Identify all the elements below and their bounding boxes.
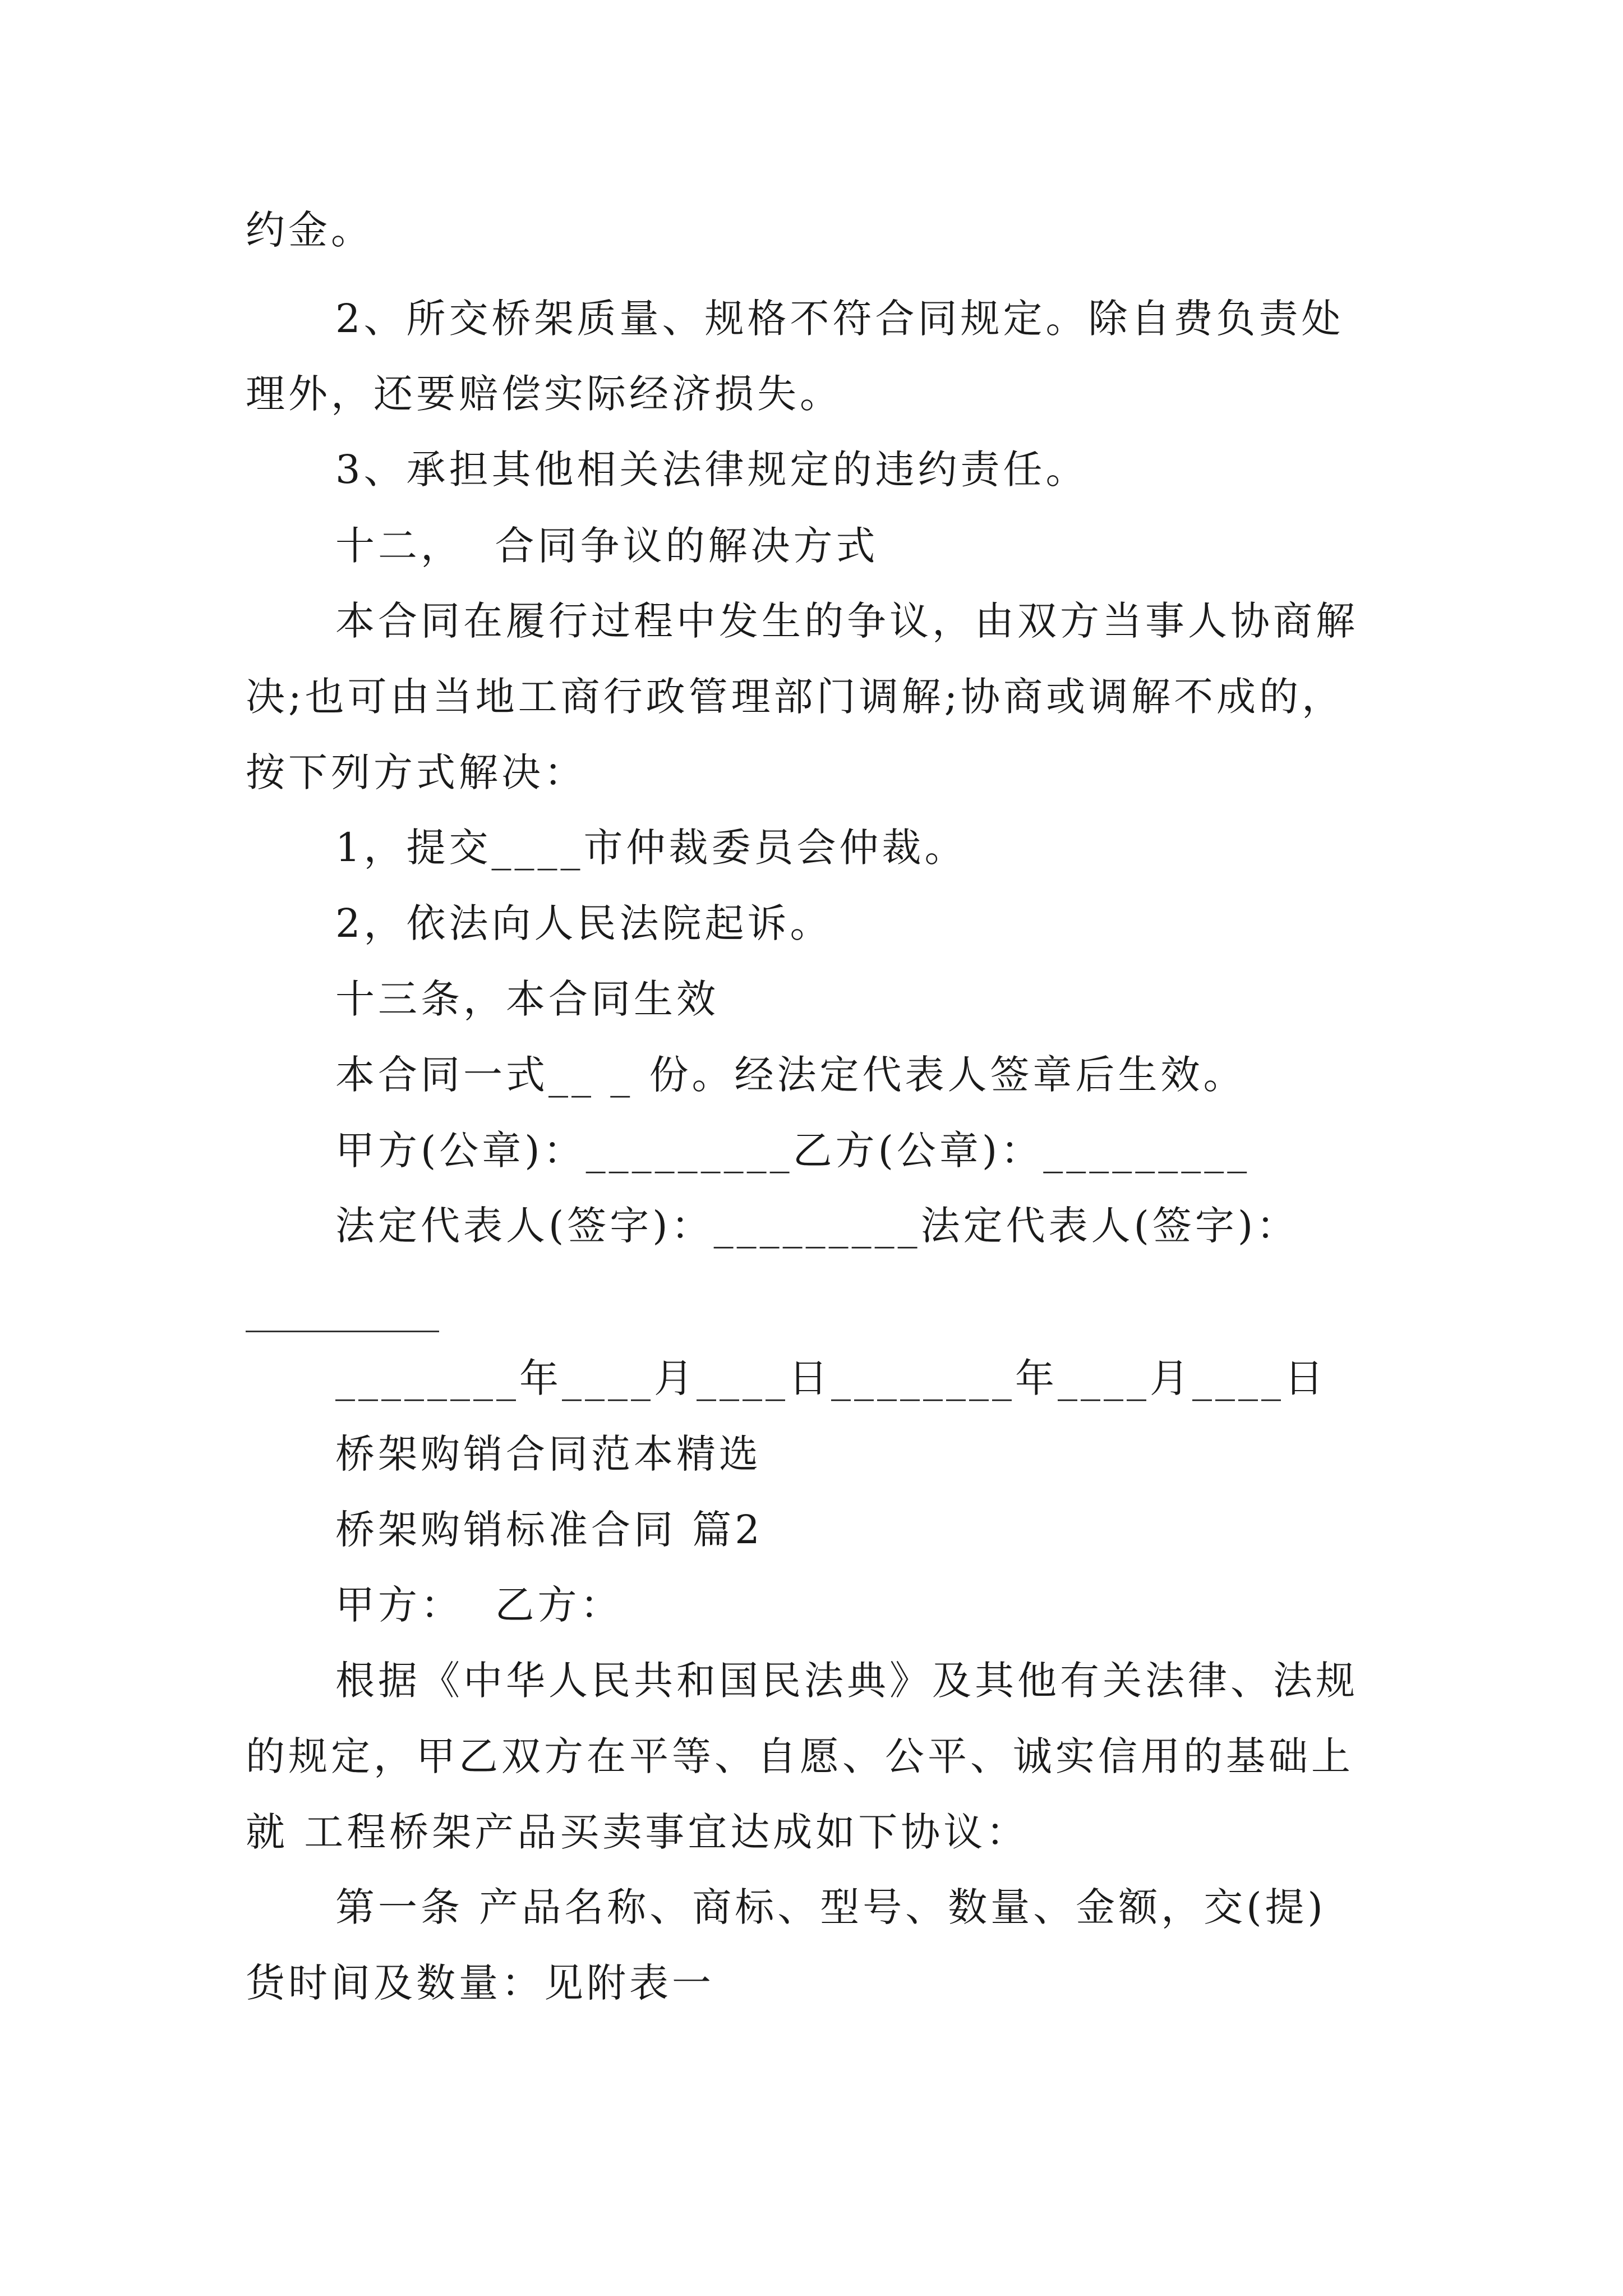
list-item: 1，提交____市仲裁委员会仲裁。 bbox=[335, 825, 967, 871]
text-line: 本合同在履行过程中发生的争议，由双方当事人协商解 bbox=[335, 598, 1358, 644]
date-line: ________年____月____日________年____月____日 bbox=[335, 1355, 1327, 1401]
section-title: 桥架购销合同范本精选 bbox=[335, 1431, 762, 1477]
signature-blank-rule bbox=[246, 1331, 439, 1332]
signature-line: 法定代表人(签字)：_________法定代表人(签字)： bbox=[335, 1203, 1299, 1249]
signature-line: 甲方(公章)：_________乙方(公章)：_________ bbox=[335, 1128, 1251, 1174]
article-heading: 第一条 产品名称、商标、型号、数量、金额，交(提) bbox=[335, 1884, 1326, 1930]
parties-line: 甲方： 乙方： bbox=[335, 1582, 623, 1628]
text-line: 理外，还要赔偿实际经济损失。 bbox=[246, 371, 842, 417]
section-title: 桥架购销标准合同 篇2 bbox=[335, 1507, 763, 1553]
text-line: 约金。 bbox=[246, 207, 374, 253]
section-heading: 十三条，本合同生效 bbox=[335, 976, 719, 1022]
section-heading: 十二， 合同争议的解决方式 bbox=[335, 523, 879, 569]
text-line: 就 工程桥架产品买卖事宜达成如下协议： bbox=[246, 1809, 1029, 1855]
text-line: 根据《中华人民共和国民法典》及其他有关法律、法规 bbox=[335, 1658, 1358, 1704]
text-line: 的规定，甲乙双方在平等、自愿、公平、诚实信用的基础上 bbox=[246, 1733, 1354, 1779]
text-line: 按下列方式解决： bbox=[246, 749, 587, 795]
text-line: 2、所交桥架质量、规格不符合同规定。除自费负责处 bbox=[335, 296, 1344, 342]
text-line: 本合同一式__ _ 份。经法定代表人签章后生效。 bbox=[335, 1052, 1246, 1098]
text-line: 决;也可由当地工商行政管理部门调解;协商或调解不成的， bbox=[246, 674, 1345, 720]
text-line: 货时间及数量：见附表一 bbox=[246, 1960, 714, 2006]
text-line: 3、承担其他相关法律规定的违约责任。 bbox=[335, 447, 1089, 493]
list-item: 2，依法向人民法院起诉。 bbox=[335, 900, 833, 946]
